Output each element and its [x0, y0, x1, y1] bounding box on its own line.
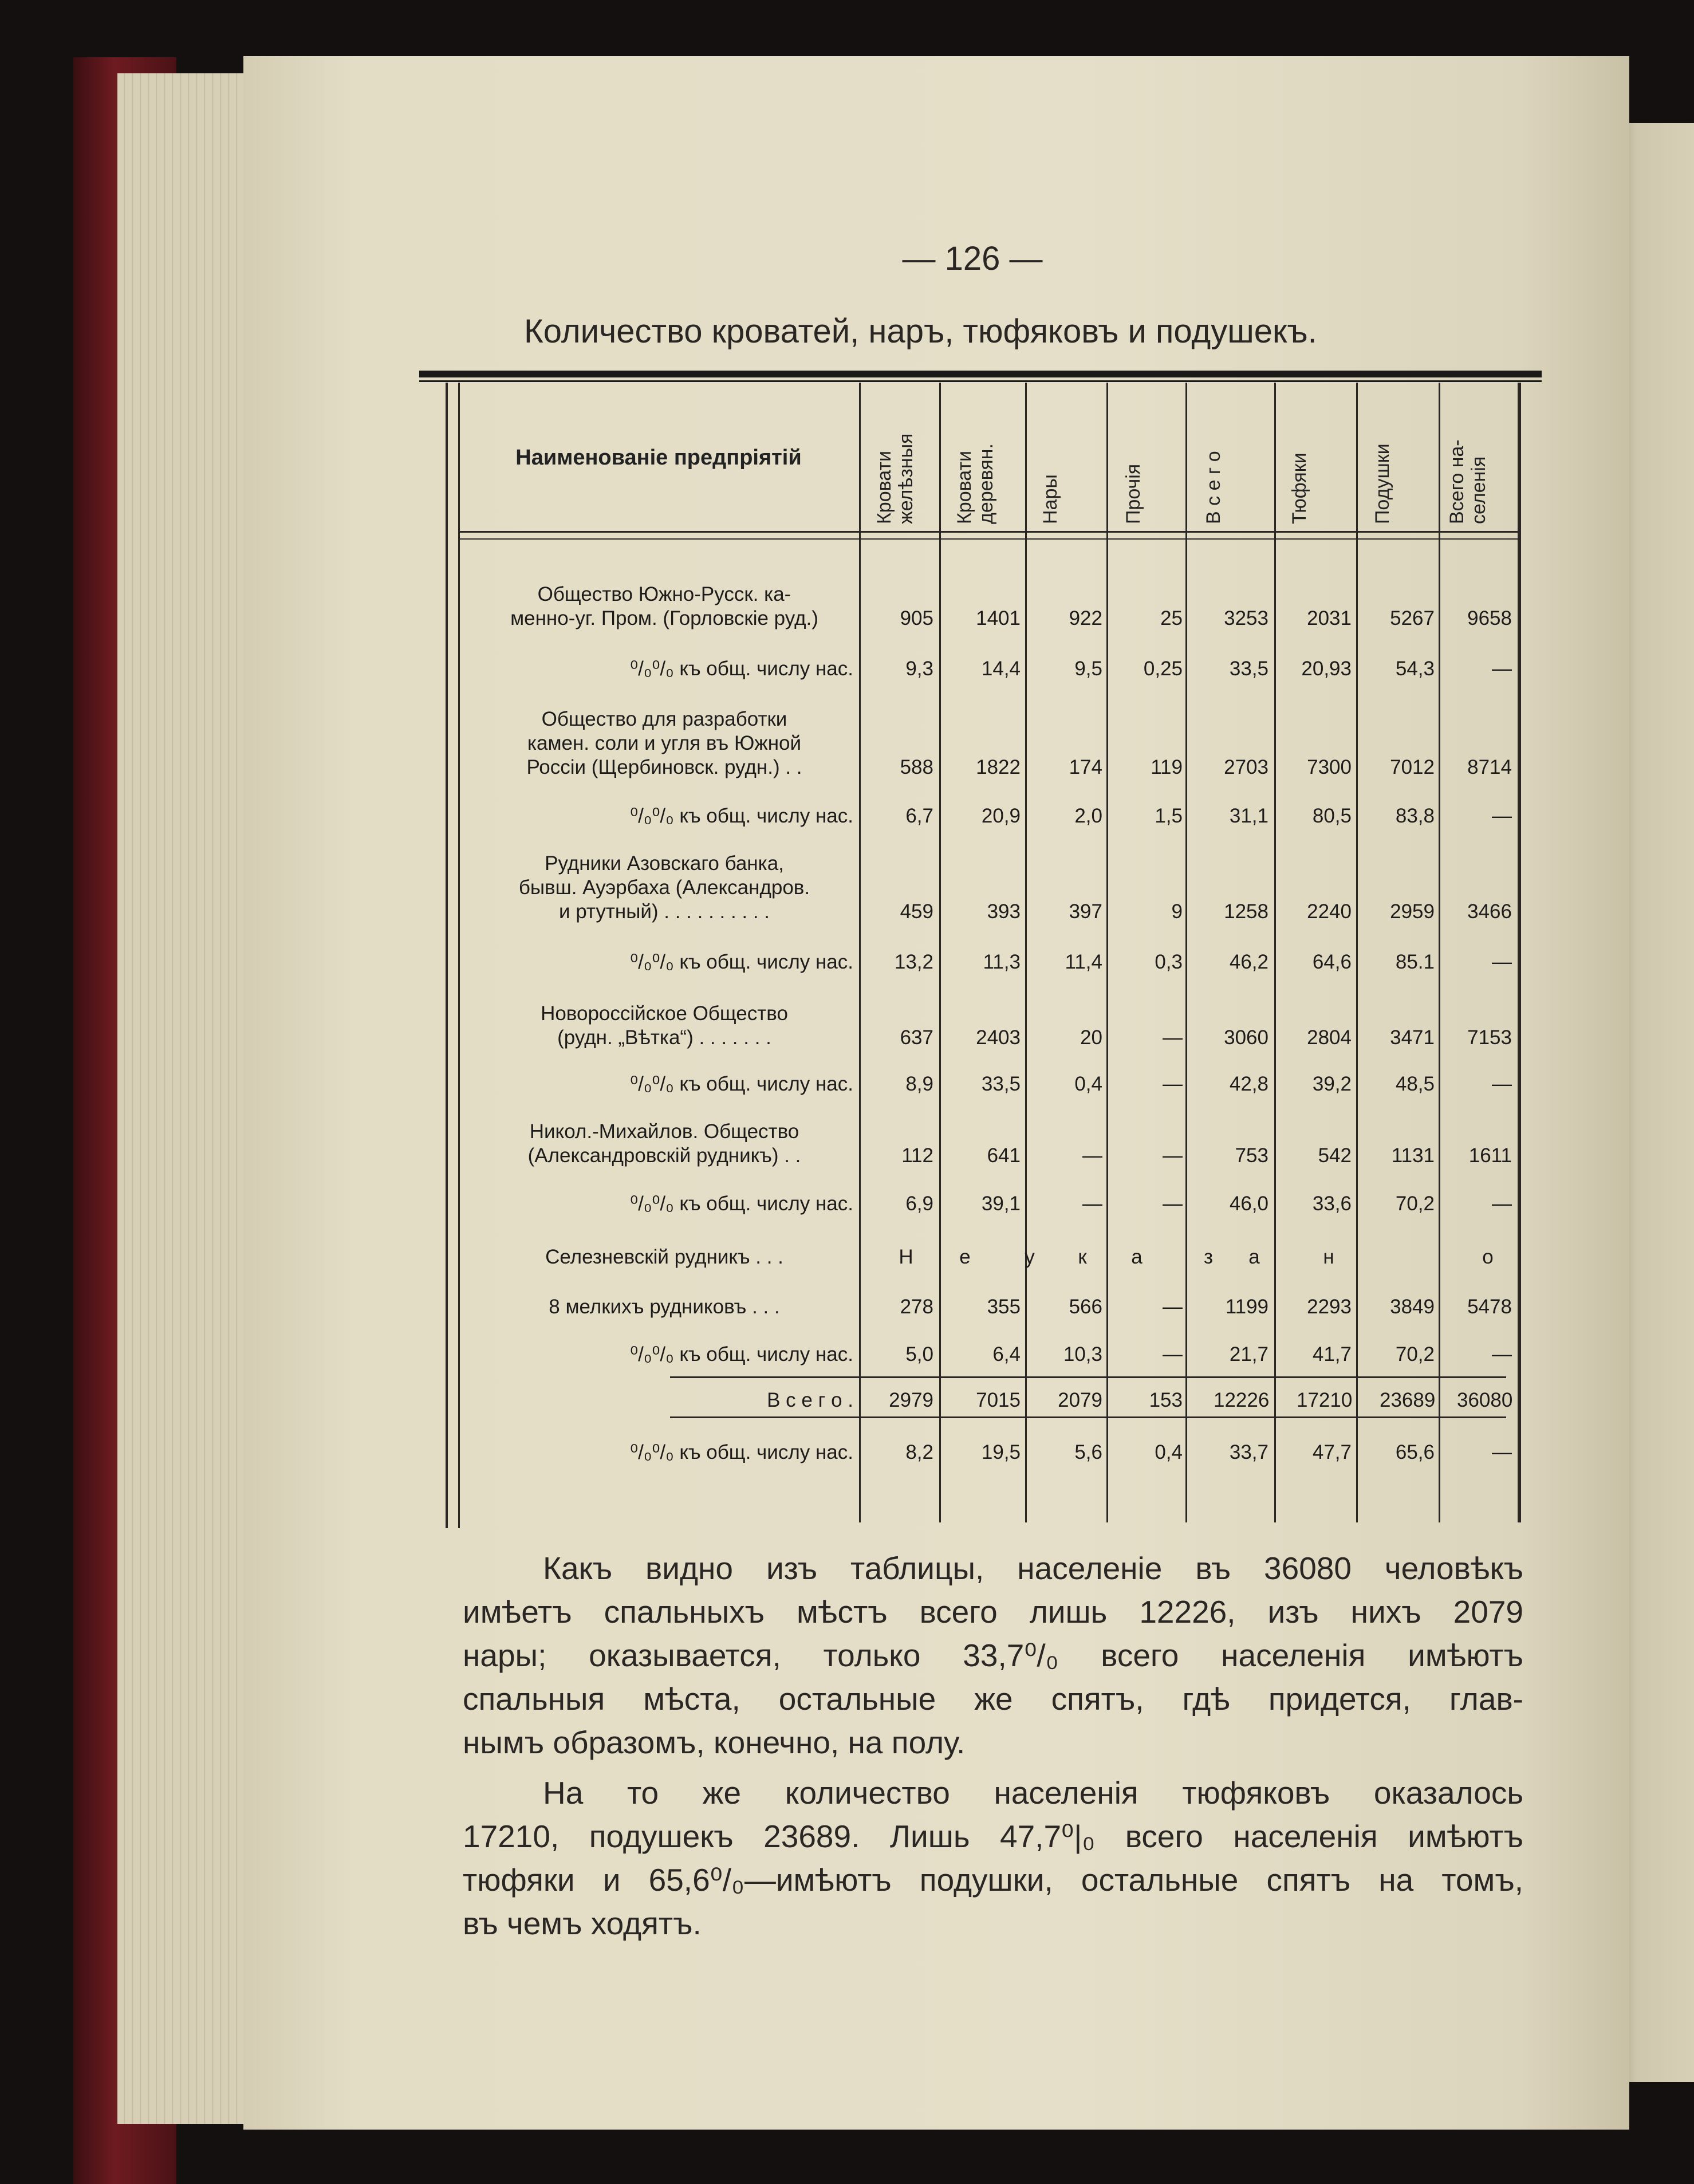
- paragraph-line: На то же количество населенія тюфяковъ оказалось: [543, 1775, 1523, 1811]
- table-cell: 0,3: [1155, 951, 1183, 973]
- header-enterprise-name: Наименованіе предпріятій: [515, 446, 802, 470]
- column-rule: [1106, 383, 1108, 1522]
- table-cell: 0,4: [1155, 1441, 1183, 1463]
- percent-row-label: ⁰/₀⁰/₀ къ общ. числу нас.: [630, 805, 853, 827]
- table-cell: 588: [900, 756, 933, 778]
- table-cell: 41,7: [1312, 1343, 1352, 1366]
- table-cell: 905: [900, 607, 933, 629]
- enterprise-name-line: Рудники Азовскаго банка,: [545, 852, 784, 875]
- spaced-letter: к: [1078, 1246, 1087, 1268]
- enterprise-name-line: Россіи (Щербиновск. рудн.) . .: [526, 756, 802, 778]
- enterprise-name-line: Селезневскій рудникъ . . .: [545, 1246, 783, 1268]
- table-cell: 2031: [1307, 607, 1352, 629]
- percent-row-label: ⁰/₀⁰/₀ къ общ. числу нас.: [630, 658, 853, 680]
- table-cell: 11,4: [1065, 951, 1102, 973]
- paragraph-line: имѣетъ спальныхъ мѣстъ всего лишь 12226, изъ нихъ 2079: [463, 1594, 1523, 1630]
- table-cell: 6,4: [992, 1343, 1021, 1366]
- table-cell: 7300: [1307, 756, 1352, 778]
- column-header-line: Тюфяки: [1289, 452, 1310, 524]
- column-header-line: Кровати: [954, 450, 975, 524]
- column-header: [1289, 375, 1323, 524]
- table-title: Количество кроватей, наръ, тюфяковъ и подушекъ.: [524, 313, 1317, 350]
- header-rule-double: [458, 538, 1518, 540]
- percent-row-label: ⁰/₀⁰/₀ къ общ. числу нас.: [630, 951, 853, 973]
- table-cell: 2403: [976, 1026, 1021, 1049]
- spaced-letter: а: [1248, 1246, 1260, 1268]
- table-cell: 2804: [1307, 1026, 1352, 1049]
- table-cell: —: [1492, 805, 1512, 827]
- table-cell: 46,0: [1229, 1193, 1268, 1215]
- table-cell: 5,0: [905, 1343, 933, 1366]
- table-cell: 1258: [1224, 900, 1268, 923]
- table-cell: 70,2: [1395, 1193, 1435, 1215]
- table-cell: 65,6: [1395, 1441, 1435, 1463]
- percent-row-label: ⁰/₀⁰/₀ къ общ. числу нас.: [630, 1441, 853, 1463]
- column-header: [1203, 375, 1237, 524]
- table-cell: 47,7: [1312, 1441, 1352, 1463]
- table-cell: —: [1492, 1343, 1512, 1366]
- column-header-line: Кровати: [873, 450, 895, 524]
- column-header-line: Подушки: [1372, 443, 1393, 524]
- table-cell: —: [1163, 1343, 1183, 1366]
- table-cell: 2240: [1307, 900, 1352, 923]
- page-number: — 126 —: [902, 240, 1043, 277]
- table-cell: 393: [987, 900, 1021, 923]
- percent-row-label: ⁰/₀⁰/₀ къ общ. числу нас.: [630, 1343, 853, 1366]
- table-cell: 9,3: [905, 658, 933, 680]
- paragraph-line: нары; оказывается, только 33,7⁰/₀ всего населенія имѣютъ: [463, 1638, 1523, 1673]
- column-header-line: деревян.: [975, 443, 997, 524]
- table-cell: 70,2: [1395, 1343, 1435, 1366]
- table-cell: —: [1492, 1193, 1512, 1215]
- paragraph-line: 17210, подушекъ 23689. Лишь 47,7⁰|₀ всего населенія имѣютъ: [463, 1819, 1523, 1854]
- table-cell: —: [1492, 658, 1512, 680]
- table-cell: 85.1: [1395, 951, 1435, 973]
- table-cell: 14,4: [981, 658, 1021, 680]
- column-rule: [1025, 383, 1027, 1522]
- table-cell: 17210: [1297, 1389, 1353, 1411]
- percent-row-label: ⁰/₀⁰/₀ къ общ. числу нас.: [630, 1073, 853, 1095]
- table-cell: 0,4: [1074, 1073, 1102, 1095]
- table-cell: 153: [1149, 1389, 1183, 1411]
- table-cell: 20,9: [981, 805, 1021, 827]
- table-cell: —: [1082, 1193, 1102, 1215]
- table-cell: 0,25: [1143, 658, 1183, 680]
- table-cell: 83,8: [1395, 805, 1435, 827]
- enterprise-name-line: Новороссійское Общество: [541, 1002, 788, 1025]
- table-cell: 1611: [1468, 1144, 1512, 1167]
- table-cell: 39,2: [1312, 1073, 1352, 1095]
- table-cell: —: [1492, 951, 1512, 973]
- table-cell: 641: [987, 1144, 1021, 1167]
- table-cell: 11,3: [983, 951, 1021, 973]
- table-cell: —: [1492, 1441, 1512, 1463]
- table-cell: 8,9: [905, 1073, 933, 1095]
- table-cell: 20,93: [1301, 658, 1352, 680]
- table-cell: 5267: [1390, 607, 1435, 629]
- column-header-line: Прочія: [1122, 463, 1144, 524]
- table-cell: 7153: [1467, 1026, 1512, 1049]
- table-cell: 2293: [1307, 1296, 1352, 1318]
- table-cell: 1199: [1225, 1296, 1268, 1318]
- table-cell: 19,5: [981, 1441, 1021, 1463]
- enterprise-name-line: 8 мелкихъ рудниковъ . . .: [549, 1296, 780, 1318]
- table-cell: 753: [1235, 1144, 1268, 1167]
- table-cell: 1131: [1391, 1144, 1435, 1167]
- column-header: [873, 375, 917, 524]
- header-rule: [458, 531, 1518, 533]
- paragraph-line: нымъ образомъ, конечно, на полу.: [463, 1725, 966, 1760]
- table-cell: 2,0: [1074, 805, 1102, 827]
- spaced-letter: е: [959, 1246, 971, 1268]
- column-header-line: Нары: [1039, 474, 1061, 524]
- spaced-letter: а: [1131, 1246, 1143, 1268]
- table-right-border: [1518, 383, 1521, 1522]
- spaced-letter: н: [1323, 1246, 1334, 1268]
- table-left-border-inner: [458, 383, 460, 1528]
- paragraph-2: [463, 1771, 1523, 1945]
- column-rule: [859, 383, 861, 1522]
- table-cell: 46,2: [1229, 951, 1268, 973]
- table-cell: 33,6: [1312, 1193, 1352, 1215]
- table-cell: 119: [1151, 756, 1183, 778]
- column-header: [1372, 375, 1406, 524]
- total-label: В с е г о .: [767, 1389, 853, 1411]
- table-cell: 8714: [1467, 756, 1512, 778]
- enterprise-name-line: Общество для разработки: [541, 708, 787, 730]
- enterprise-name-line: бывш. Ауэрбаха (Александров.: [518, 876, 810, 899]
- paragraph-line: въ чемъ ходятъ.: [463, 1906, 702, 1941]
- enterprise-name-line: (рудн. „Вѣтка“) . . . . . . .: [557, 1026, 771, 1049]
- column-rule: [1274, 383, 1276, 1522]
- enterprise-name-line: и ртутный) . . . . . . . . . .: [558, 900, 770, 923]
- column-rule: [1356, 383, 1358, 1522]
- table-cell: 1,5: [1155, 805, 1183, 827]
- table-cell: 64,6: [1312, 951, 1352, 973]
- column-header-line: В с е г о: [1203, 451, 1224, 524]
- table-cell: 637: [900, 1026, 933, 1049]
- table-cell: 1401: [976, 607, 1021, 629]
- table-cell: 6,9: [905, 1193, 933, 1215]
- spaced-letter: о: [1482, 1246, 1494, 1268]
- table-cell: 174: [1069, 756, 1102, 778]
- enterprise-name-line: менно-уг. Пром. (Горловскіе руд.): [510, 607, 818, 629]
- table-cell: 112: [901, 1144, 933, 1167]
- paragraph-line: спальныя мѣста, остальные же спятъ, гдѣ придется, глав-: [463, 1681, 1523, 1717]
- table-left-border: [446, 383, 448, 1528]
- table-cell: 542: [1318, 1144, 1352, 1167]
- column-header: [1446, 375, 1490, 524]
- table-cell: 3060: [1224, 1026, 1268, 1049]
- paragraph-line: Какъ видно изъ таблицы, населеніе въ 36080 человѣкъ: [543, 1551, 1523, 1586]
- table-cell: 25: [1160, 607, 1183, 629]
- enterprise-name-line: Общество Южно-Русск. ка-: [537, 583, 791, 605]
- table-cell: 459: [900, 900, 933, 923]
- subtotal-rule: [670, 1376, 1506, 1378]
- column-rule: [1439, 383, 1440, 1522]
- column-rule: [939, 383, 941, 1522]
- table-cell: 48,5: [1395, 1073, 1435, 1095]
- spaced-letter: у: [1025, 1246, 1035, 1268]
- paragraph-1: [463, 1546, 1523, 1764]
- column-header-line: желѣзныя: [895, 433, 917, 524]
- table-cell: 3471: [1390, 1026, 1435, 1049]
- table-cell: —: [1163, 1296, 1183, 1318]
- table-cell: 6,7: [905, 805, 933, 827]
- percent-row-label: ⁰/₀⁰/₀ къ общ. числу нас.: [630, 1193, 853, 1215]
- table-cell: 9: [1171, 900, 1183, 923]
- table-cell: 2959: [1390, 900, 1435, 923]
- column-header-line: Всего на-: [1446, 439, 1468, 524]
- table-cell: —: [1492, 1073, 1512, 1095]
- table-cell: 33,5: [981, 1073, 1021, 1095]
- column-rule: [1185, 383, 1187, 1522]
- table-cell: 42,8: [1229, 1073, 1268, 1095]
- table-cell: 2079: [1058, 1389, 1102, 1411]
- table-cell: 5,6: [1074, 1441, 1102, 1463]
- table-cell: 10,3: [1063, 1343, 1102, 1366]
- table-cell: 54,3: [1395, 658, 1435, 680]
- table-cell: 7015: [976, 1389, 1021, 1411]
- paragraph-line: тюфяки и 65,6⁰/₀—имѣютъ подушки, остальные спятъ на томъ,: [463, 1862, 1523, 1898]
- table-cell: 36080: [1457, 1389, 1513, 1411]
- table-cell: —: [1163, 1144, 1183, 1167]
- table-cell: 20: [1080, 1026, 1102, 1049]
- table-cell: 3849: [1390, 1296, 1435, 1318]
- table-cell: 278: [900, 1296, 933, 1318]
- enterprise-name-line: (Александровскій рудникъ) . .: [527, 1144, 801, 1167]
- table-cell: —: [1163, 1193, 1183, 1215]
- table-cell: 33,7: [1229, 1441, 1268, 1463]
- table-cell: 1822: [976, 756, 1021, 778]
- table-cell: 33,5: [1229, 658, 1268, 680]
- table-cell: 922: [1069, 607, 1102, 629]
- table-cell: 23689: [1380, 1389, 1436, 1411]
- table-cell: —: [1082, 1144, 1102, 1167]
- table-cell: —: [1163, 1026, 1183, 1049]
- column-header: [954, 375, 997, 524]
- table-cell: 39,1: [981, 1193, 1021, 1215]
- table-cell: 21,7: [1229, 1343, 1268, 1366]
- column-header-line: селенія: [1468, 456, 1490, 524]
- table-cell: 3466: [1467, 900, 1512, 923]
- table-cell: 397: [1069, 900, 1102, 923]
- column-header: [1122, 375, 1157, 524]
- table-cell: —: [1163, 1073, 1183, 1095]
- table-cell: 13,2: [894, 951, 933, 973]
- table-cell: 31,1: [1229, 805, 1268, 827]
- spaced-letter: з: [1203, 1246, 1214, 1268]
- table-cell: 7012: [1390, 756, 1435, 778]
- table-cell: 5478: [1467, 1296, 1512, 1318]
- table-cell: 3253: [1224, 607, 1268, 629]
- table-cell: 2703: [1224, 756, 1268, 778]
- table-cell: 12226: [1214, 1389, 1270, 1411]
- enterprise-name-line: камен. соли и угля въ Южной: [527, 732, 802, 754]
- table-cell: 2979: [889, 1389, 933, 1411]
- spaced-letter: Н: [899, 1246, 913, 1268]
- table-cell: 355: [987, 1296, 1021, 1318]
- table-cell: 8,2: [905, 1441, 933, 1463]
- table-cell: 80,5: [1312, 805, 1352, 827]
- table-cell: 9,5: [1074, 658, 1102, 680]
- column-header: [1039, 375, 1074, 524]
- table-cell: 9658: [1467, 607, 1512, 629]
- total-rule: [670, 1416, 1506, 1418]
- enterprise-name-line: Никол.-Михайлов. Общество: [529, 1120, 799, 1143]
- table-cell: 566: [1069, 1296, 1102, 1318]
